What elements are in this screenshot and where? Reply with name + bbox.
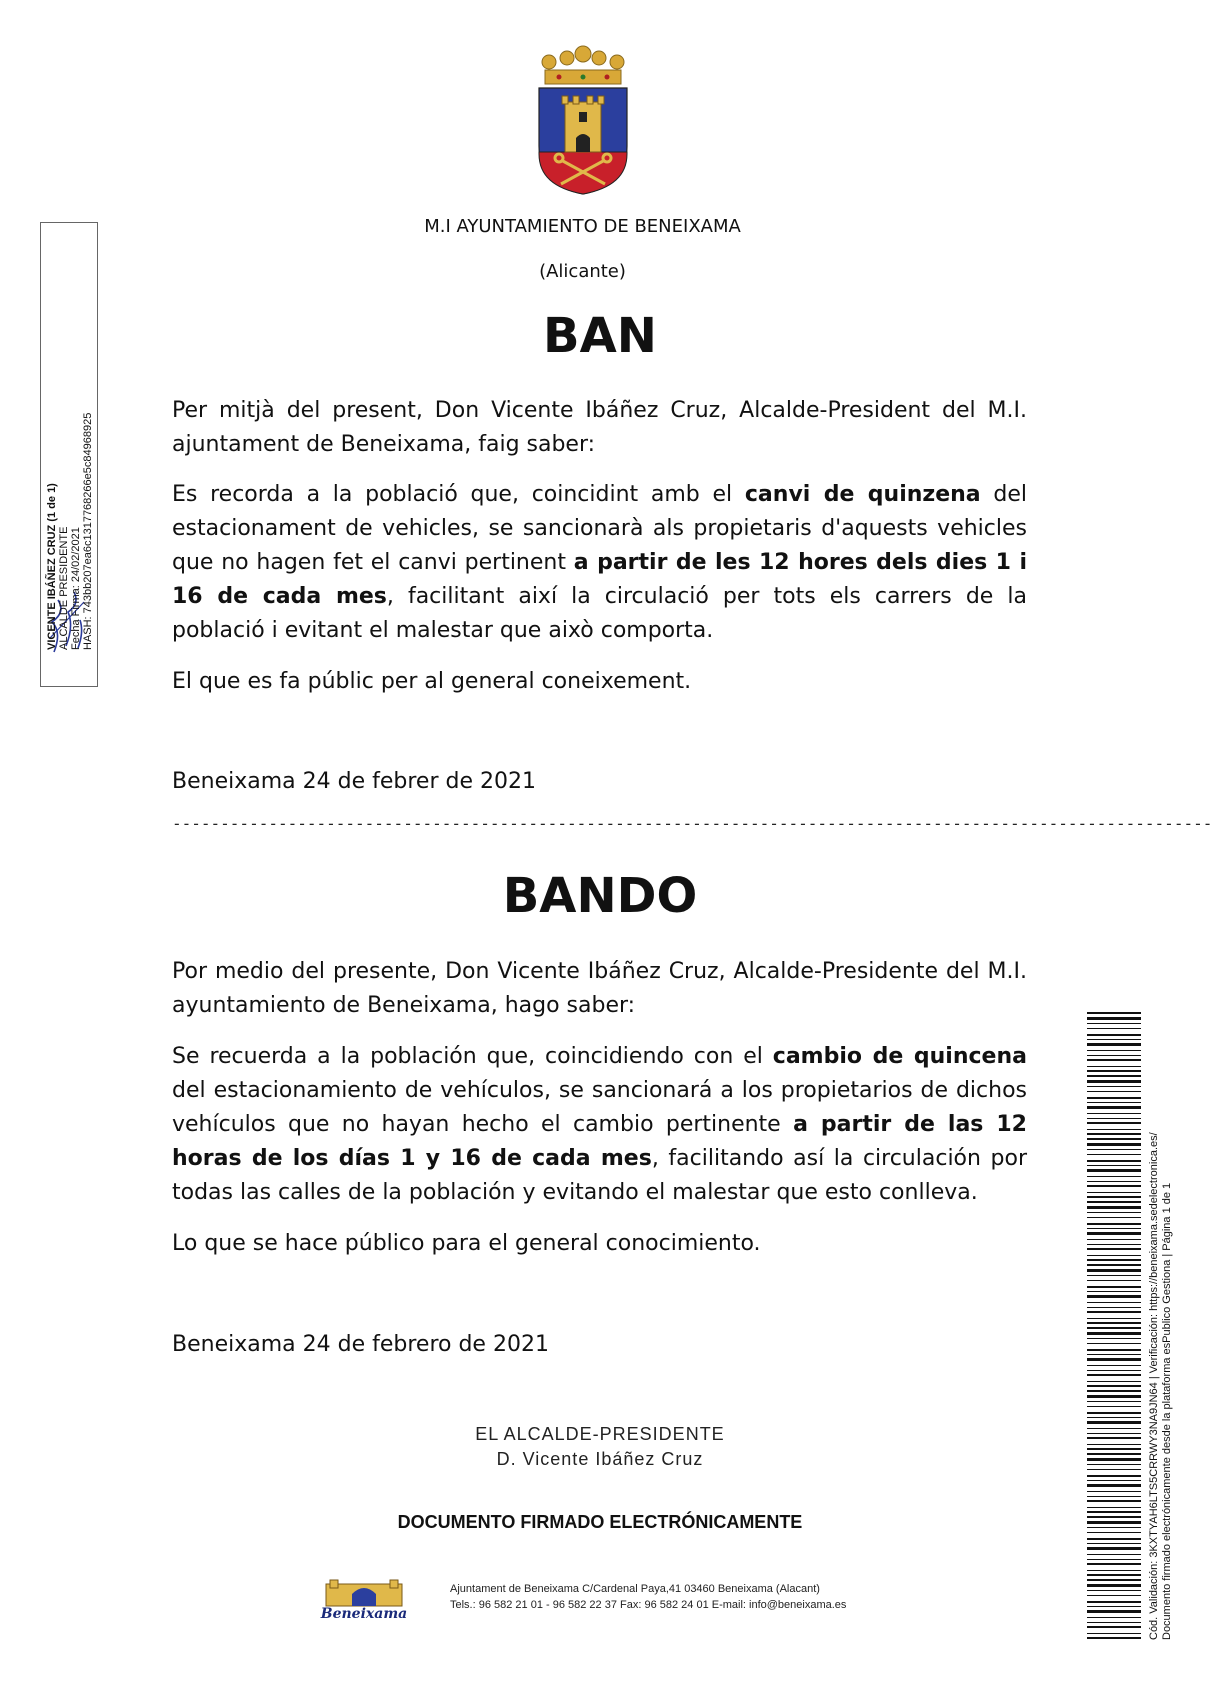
barcode-bar xyxy=(1087,1012,1141,1014)
barcode-bar xyxy=(1087,1269,1141,1272)
barcode-bar xyxy=(1087,1259,1141,1261)
barcode-bar xyxy=(1087,1244,1141,1245)
barcode-bar xyxy=(1087,1433,1141,1434)
ban-paragraph-intro: Per mitjà del present, Don Vicente Ibáñez Cruz, Alcalde-President del M.I. ajuntament de Beneixama, faig saber: xyxy=(172,398,1027,457)
barcode-bar xyxy=(1087,1028,1141,1029)
footer-address xyxy=(450,1581,870,1613)
barcode-bar xyxy=(1087,1595,1141,1596)
barcode-bar xyxy=(1087,1075,1141,1077)
barcode-bar xyxy=(1087,1255,1141,1256)
barcode-bar xyxy=(1087,1637,1141,1639)
barcode-bar xyxy=(1087,1286,1141,1288)
barcode-bar xyxy=(1087,1559,1141,1560)
organization-province: (Alicante) xyxy=(539,261,626,282)
barcode-bar xyxy=(1087,1532,1141,1533)
barcode-bar xyxy=(1087,1484,1141,1487)
barcode-bar xyxy=(1087,1185,1141,1187)
bando-highlight-quincena: cambio de quincena xyxy=(772,1044,1027,1069)
barcode-bar xyxy=(1087,1086,1141,1087)
barcode-bar xyxy=(1087,1563,1141,1565)
barcode-bar xyxy=(1087,1480,1141,1481)
barcode-bar xyxy=(1087,1138,1141,1140)
barcode-bar xyxy=(1087,1437,1141,1439)
validation-line1: Cód. Validación: 3KXTYAH6LTS5CRRWY3NA9JN64 | Verificación: https://beneixama.sedelectronica.es/ xyxy=(1148,1132,1160,1640)
barcode-bar xyxy=(1087,1370,1141,1371)
barcode-bar xyxy=(1087,1248,1141,1250)
barcode-bar xyxy=(1087,1543,1141,1544)
barcode-bar xyxy=(1087,1444,1141,1445)
barcode-bar xyxy=(1087,1133,1141,1135)
barcode-bar xyxy=(1087,1129,1141,1130)
barcode-bar xyxy=(1087,1311,1141,1313)
electronic-signature-notice: DOCUMENTO FIRMADO ELECTRÓNICAMENTE xyxy=(397,1512,803,1532)
barcode-bar xyxy=(1087,1217,1141,1218)
barcode-bar xyxy=(1087,1149,1141,1150)
barcode-bar xyxy=(1087,1050,1141,1051)
barcode-bar xyxy=(1087,1280,1141,1281)
barcode-bar xyxy=(1087,1232,1141,1235)
barcode-bar xyxy=(1087,1428,1141,1429)
barcode-bar xyxy=(1087,1223,1141,1225)
barcode-bar xyxy=(1087,1176,1141,1177)
barcode-bar xyxy=(1087,1302,1141,1303)
barcode-bar xyxy=(1087,1458,1141,1461)
barcode-bar xyxy=(1087,1113,1141,1114)
signer-role: EL ALCALDE-PRESIDENTE xyxy=(475,1424,725,1444)
barcode-bar xyxy=(1087,1023,1141,1024)
barcode-bar xyxy=(1087,1349,1141,1351)
svg-text:Beneixama: Beneixama xyxy=(320,1606,408,1622)
barcode-bar xyxy=(1087,1160,1141,1162)
barcode-bar xyxy=(1087,1570,1141,1571)
barcode-bar xyxy=(1087,1091,1141,1092)
barcode-bar xyxy=(1087,1275,1141,1276)
barcode-bar xyxy=(1087,1538,1141,1540)
barcode-bar xyxy=(1087,1448,1141,1450)
barcode-bar xyxy=(1087,1579,1141,1581)
barcode-bar xyxy=(1087,1034,1141,1036)
barcode-bar xyxy=(1087,1633,1141,1634)
barcode-bar xyxy=(1087,1017,1141,1020)
barcode-bar xyxy=(1087,1332,1141,1335)
bando-title: BANDO xyxy=(502,868,698,924)
barcode-bar xyxy=(1087,1527,1141,1528)
bando-paragraph-body: Se recuerda a la población que, coincidiendo con el cambio de quincena del estacionamiento de vehículos, se sancionará a los propietarios de dichos vehículos que no hayan hecho el cambio pertinente a partir de las 12 horas de los días 1 y 16 de cada mes, facilitando así la circulación por todas las calles de la población y evitando el malestar que esto conlleva. xyxy=(172,1044,1028,1205)
barcode-bar xyxy=(1087,1066,1141,1067)
barcode-bar xyxy=(1087,1196,1141,1198)
crown-icon xyxy=(542,46,624,84)
barcode-bar xyxy=(1087,1080,1141,1083)
footer-address-line2: Tels.: 96 582 21 01 - 96 582 22 37 Fax: 96 582 24 01 E-mail: info@beneixama.es xyxy=(450,1599,847,1611)
barcode-bar xyxy=(1087,1192,1141,1193)
validation-barcode xyxy=(1087,1012,1141,1640)
barcode-bar xyxy=(1087,1406,1141,1407)
barcode-bar xyxy=(1087,1417,1141,1418)
signer-name: D. Vicente Ibáñez Cruz xyxy=(496,1449,704,1469)
barcode-bar xyxy=(1087,1475,1141,1477)
barcode-bar xyxy=(1087,1039,1141,1040)
barcode-bar xyxy=(1087,1365,1141,1366)
barcode-bar xyxy=(1087,1617,1141,1618)
barcode-bar xyxy=(1087,1165,1141,1166)
castle-icon xyxy=(562,96,604,152)
barcode-bar xyxy=(1087,1070,1141,1072)
barcode-bar xyxy=(1087,1500,1141,1502)
barcode-bar xyxy=(1087,1295,1141,1298)
barcode-bar xyxy=(1087,1228,1141,1229)
bando-highlight-schedule: a partir de las 12 horas de los días 1 y 16 de cada mes xyxy=(172,1112,1027,1171)
barcode-bar xyxy=(1087,1043,1141,1046)
barcode-bar xyxy=(1087,1097,1141,1099)
stamp-date: Fecha Firma: 24/02/2021 xyxy=(70,527,82,650)
barcode-bar xyxy=(1087,1055,1141,1056)
barcode-bar xyxy=(1087,1239,1141,1240)
barcode-bar xyxy=(1087,1547,1141,1550)
barcode-bar xyxy=(1087,1491,1141,1492)
barcode-bar xyxy=(1087,1102,1141,1103)
barcode-bar xyxy=(1087,1395,1141,1398)
barcode-bar xyxy=(1087,1626,1141,1628)
barcode-bar xyxy=(1087,1338,1141,1339)
barcode-bar xyxy=(1087,1390,1141,1392)
barcode-bar xyxy=(1087,1507,1141,1508)
barcode-bar xyxy=(1087,1374,1141,1376)
footer-town-logo xyxy=(308,1580,420,1622)
bando-paragraph-intro: Por medio del presente, Don Vicente Ibáñez Cruz, Alcalde-Presidente del M.I. ayuntamiento de Beneixama, hago saber: xyxy=(172,959,1027,1018)
ban-paragraph-closing: El que es fa públic per al general coneixement. xyxy=(172,669,692,694)
section-separator: ------------------------------------------------------------------------------------------------------------ xyxy=(172,814,1212,833)
barcode-bar xyxy=(1087,1464,1141,1465)
barcode-bar xyxy=(1087,1622,1141,1623)
barcode-bar xyxy=(1087,1584,1141,1587)
ban-paragraph-body: Es recorda a la població que, coincidint amb el canvi de quinzena del estacionament de vehicles, se sancionarà als propietaris d'aquests vehicles que no hagen fet el canvi pertinent a partir de les 12 hores dels dies 1 i 16 de cada mes, facilitant així la circulació per tots els carrers de la població i evitant el malestar que això comporta. xyxy=(172,482,1027,643)
barcode-bar xyxy=(1087,1469,1141,1470)
validation-text xyxy=(1148,1000,1178,1640)
barcode-bar xyxy=(1087,1511,1141,1513)
barcode-bar xyxy=(1087,1574,1141,1576)
barcode-bar xyxy=(1087,1307,1141,1308)
barcode-bar xyxy=(1087,1496,1141,1497)
barcode-bar xyxy=(1087,1291,1141,1292)
barcode-bar xyxy=(1087,1327,1141,1329)
barcode-bar xyxy=(1087,1453,1141,1455)
signature-stamp-text xyxy=(46,230,94,650)
barcode-bar xyxy=(1087,1606,1141,1607)
coat-of-arms-logo xyxy=(535,46,631,196)
validation-line2: Documento firmado electrónicamente desde la plataforma esPublico Gestiona | Página 1 de 1 xyxy=(1161,1182,1173,1640)
barcode-bar xyxy=(1087,1059,1141,1061)
barcode-bar xyxy=(1087,1154,1141,1155)
bando-paragraph-closing: Lo que se hace público para el general conocimiento. xyxy=(172,1231,761,1256)
barcode-bar xyxy=(1087,1122,1141,1124)
barcode-bar xyxy=(1087,1118,1141,1119)
barcode-bar xyxy=(1087,1322,1141,1324)
barcode-bar xyxy=(1087,1212,1141,1213)
barcode-bar xyxy=(1087,1401,1141,1402)
barcode-bar xyxy=(1087,1201,1141,1203)
barcode-bar xyxy=(1087,1521,1141,1524)
barcode-bar xyxy=(1087,1206,1141,1209)
barcode-bar xyxy=(1087,1610,1141,1613)
organization-name: M.I AYUNTAMIENTO DE BENEIXAMA xyxy=(424,216,741,237)
barcode-bar xyxy=(1087,1516,1141,1518)
barcode-bar xyxy=(1087,1343,1141,1344)
barcode-bar xyxy=(1087,1590,1141,1591)
barcode-bar xyxy=(1087,1385,1141,1387)
barcode-bar xyxy=(1087,1358,1141,1361)
barcode-bar xyxy=(1087,1264,1141,1266)
stamp-hash: HASH: 743bb207ea6c1317768266e5c84968925 xyxy=(82,412,94,650)
barcode-bar xyxy=(1087,1354,1141,1355)
barcode-bar xyxy=(1087,1421,1141,1424)
footer-address-line1: Ajuntament de Beneixama C/Cardenal Paya,41 03460 Beneixama (Alacant) xyxy=(450,1583,820,1595)
barcode-bar xyxy=(1087,1554,1141,1555)
barcode-bar xyxy=(1087,1169,1141,1172)
barcode-bar xyxy=(1087,1412,1141,1414)
ban-title: BAN xyxy=(543,308,657,364)
barcode-bar xyxy=(1087,1601,1141,1603)
barcode-bar xyxy=(1087,1106,1141,1109)
ban-highlight-quinzena: canvi de quinzena xyxy=(744,482,981,507)
stamp-signer: VICENTE IBÁÑEZ CRUZ (1 de 1) xyxy=(46,483,58,650)
barcode-bar xyxy=(1087,1143,1141,1146)
barcode-bar xyxy=(1087,1381,1141,1382)
barcode-bar xyxy=(1087,1318,1141,1319)
barcode-bar xyxy=(1087,1181,1141,1182)
ban-highlight-schedule: a partir de les 12 hores dels dies 1 i 16 de cada mes xyxy=(172,550,1027,609)
ban-date: Beneixama 24 de febrer de 2021 xyxy=(172,769,536,794)
bando-date: Beneixama 24 de febrero de 2021 xyxy=(172,1332,549,1357)
stamp-role: ALCALDE PRESIDENTE xyxy=(58,526,70,650)
